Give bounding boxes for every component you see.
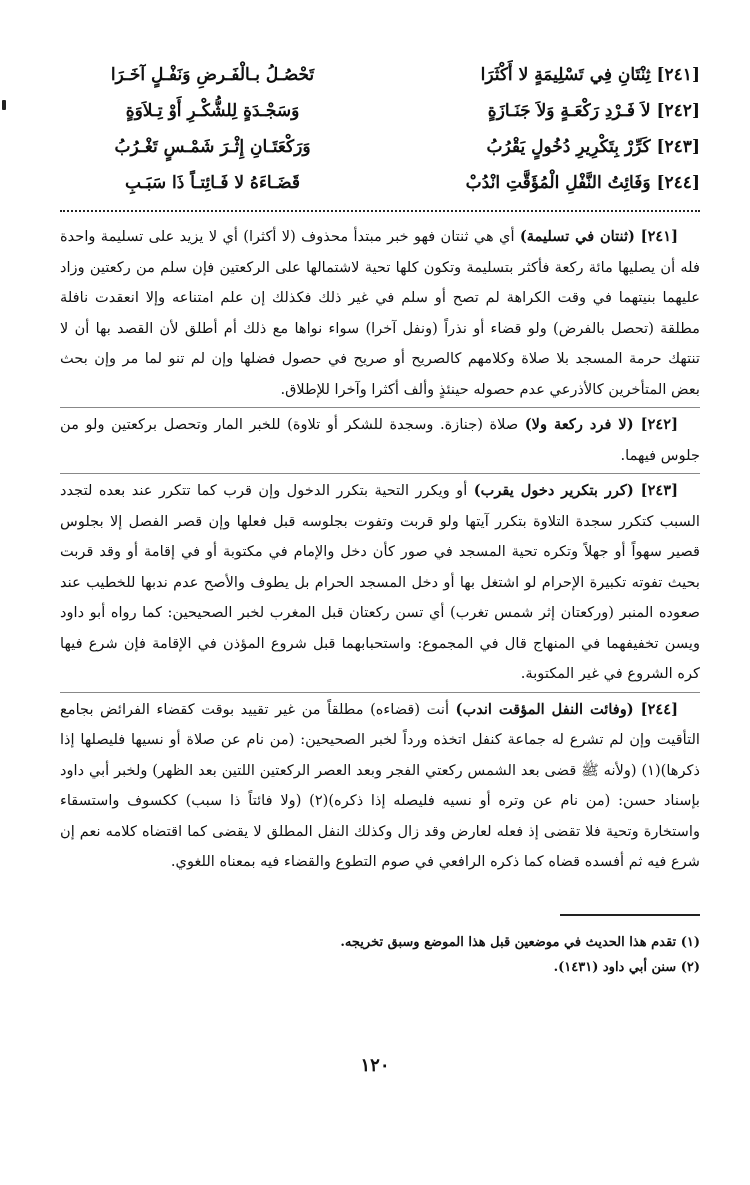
- commentary-key: [٢٤١] (ثنتان في تسليمة): [519, 228, 678, 245]
- commentary-text: أو ويكرر التحية بتكرر الدخول وإن قرب كما تتكرر عند بعده لتجدد السبب كتكرر سجدة التلاوة بتكرر آيتها ولو قربت وتفوت بجلوسه قبل فعلها وإن قصر الفصل إلا بجلوس قصير سهواً أو جهلاً وتكره تحية المسجد في صور كأن دخل والإمام في مكتوبة أو في إقامة أو وقد قربت بحيث تفوته تكبيرة الإحرام لو اشتغل بها أو دخل المسجد الحرام بل يطوف والأصح عدم ندبها للخطيب عند صعوده المنبر (وركعتان إثر شمس تغرب) أي تسن ركعتان قبل المغرب لخبر الصحيحين: كما رواه أبو داود ويسن تخفيفهما في المنهاج قال في المجموع: واستحبابهما قبل شروع المؤذن في الإقامة فإن شرع فيها كره الشروع في غير المكتوبة.: [60, 482, 700, 682]
- verse-hemistich-second: تَحْصُـلُ بـالْفَـرضِ وَنَفْـلٍ آخَـرَا: [110, 65, 315, 85]
- commentary-paragraph: [60, 692, 700, 878]
- commentary-key: [٢٤٢] (لا فرد ركعة ولا): [524, 416, 678, 433]
- commentary-paragraph: [60, 473, 700, 690]
- footnote-rule: [560, 914, 700, 916]
- book-page: [60, 58, 700, 980]
- page-number: ١٢٠: [360, 1055, 390, 1076]
- commentary-paragraph: [60, 407, 700, 471]
- footnote-2: (٢) سنن أبي داود (١٤٣١).: [553, 959, 700, 975]
- verse-hemistich-first: [٢٤٤] وَفَائِتُ النَّفْلِ الْمُؤَقَّتِ انْدُبْ: [465, 173, 700, 193]
- commentary-text: أنت (قضاءه) مطلقاً من غير تقييد بوقت كقضاء الفرائض بجامع التأقيت وإن لم تشرع له جماعة كنفل اتخذه ورداً لخبر الصحيحين: (من نام عن صلاة أو نسيها فليصلها إذا ذكرها)(١) (ولأنه ﷺ قضى بعد الشمس ركعتي الفجر وبعد العصر الركعتين اللتين بعد الظهر) ولخبر أبي داود بإسناد حسن: (من نام عن وتره أو نسيه فليصله إذا ذكره)(٢) (ولا فائتاً ذا سبب) ككسوف واستسقاء واستخارة وتحية فلا تقضى إذ فعله لعارض وقد زال وكذلك النفل المطلق لا يقضى كما اقتضاه كلامه نعم إن شرع فيه ثم أفسده قضاه كما ذكره الرافعي في صوم التطوع والقضاء فيه بمعناه اللغوي.: [60, 700, 700, 870]
- margin-mark: [2, 100, 6, 110]
- footnote-1: (١) تقدم هذا الحديث في موضعين قبل هذا الموضع وسبق تخريجه.: [340, 934, 700, 950]
- commentary: [60, 222, 700, 878]
- commentary-paragraph: [60, 222, 700, 405]
- commentary-text: صلاة (جنازة. وسجدة للشكر أو تلاوة) للخبر المار وتحصل بركعتين ولو من جلوس فيهما.: [60, 416, 700, 464]
- verse-hemistich-first: [٢٤٣] كَرِّرْ بِتَكْرِيرِ دُخُولٍ يَقْرُبُ: [486, 137, 700, 157]
- verse-hemistich-first: [٢٤٢] لاَ فَـرْدِ رَكْعَـةٍ وَلاَ جَنَـازَةٍ: [487, 101, 700, 121]
- commentary-key: [٢٤٤] (وفائت النفل المؤقت اندب): [455, 700, 678, 718]
- verse-hemistich-first: [٢٤١] ثِنْتَانِ فِي تَسْلِيمَةٍ لا أَكْثَرَا: [480, 65, 700, 85]
- commentary-key: [٢٤٣] (كرر بتكرير دخول يقرب): [473, 482, 678, 499]
- dotted-separator: [60, 210, 700, 212]
- commentary-text: أي هي ثنتان فهو خبر مبتدأ محذوف (لا أكثرا) أي لا يزيد على تسليمة واحدة فله أن يصليها مائة ركعة فأكثر بتسليمة وتكون كلها تحية لاشتمالها على الركعتين فإن سلم من ركعتين وزاد عليهما بنيتهما في وقت الكراهة لم تصح أو سلم في غير ذلك فكذلك إن علم امتناعه وإلا انعقدت نافلة مطلقة (تحصل بالفرض) ولو قضاء أو نذراً (ونفل آخرا) سواء نواها مع ذلك أم أطلق لأن القصد بها أن لا تنتهك حرمة المسجد بلا صلاة وكلامهم كالصريح أو صريح في حصول فضلها وإن لم تنو لما مر وإن بحث بعض المتأخرين كالأذرعي عدم حصوله حينئذٍ وألف أكثرا وآخرا للإطلاق.: [60, 228, 700, 398]
- verse-hemistich-second: قَضَـاءَهُ لا فَـائِتـاً ذَا سَبَـبِ: [125, 173, 300, 193]
- verse-hemistich-second: وَرَكْعَتَـانِ إِثْـرَ شَمْـسٍ تَغْـرُبُ: [114, 137, 311, 157]
- verse-hemistich-second: وَسَجْـدَةٍ لِلشُّكْـرِ أَوْ تِـلاَوَةٍ: [125, 101, 300, 121]
- verse-block: [60, 58, 700, 200]
- footnotes: [60, 930, 700, 980]
